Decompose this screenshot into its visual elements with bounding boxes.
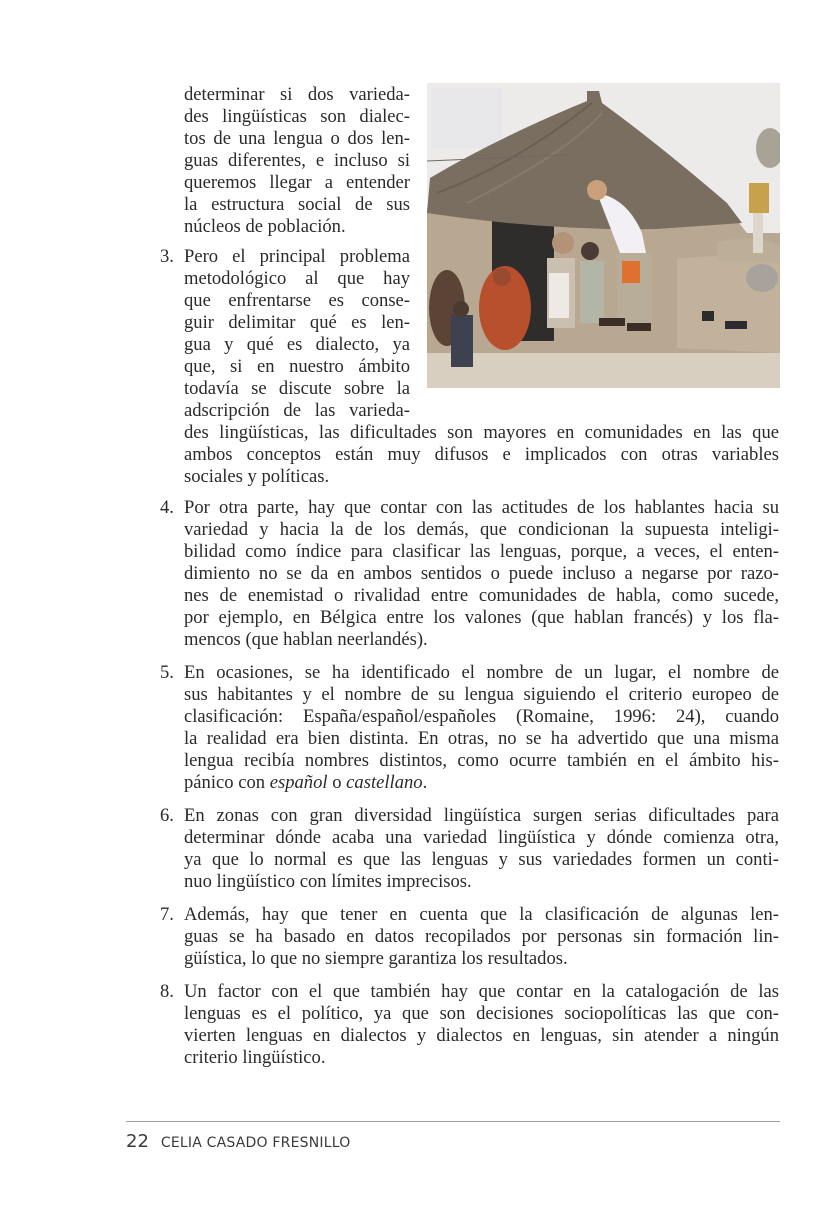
text-line: todavía se discute sobre la xyxy=(184,378,410,399)
text-line: guir delimitar qué es len- xyxy=(184,312,410,333)
text-run: o xyxy=(327,772,347,793)
list-item-7 xyxy=(184,904,779,970)
italic-term-castellano: castellano xyxy=(346,772,423,793)
list-number: 6. xyxy=(160,805,174,826)
text-line: sus habitantes y el nombre de su lengua siguiendo el criterio europeo de xyxy=(184,684,779,705)
text-line: la estructura social de sus xyxy=(184,194,410,215)
list-item-6 xyxy=(184,805,779,893)
italic-term-espanol: español xyxy=(269,772,328,793)
text-run: . xyxy=(422,772,428,793)
text-line: nes de enemistad o rivalidad entre comunidades de habla, como sucede, xyxy=(184,585,779,606)
text-line: tos de una lengua o dos len- xyxy=(184,128,410,149)
text-line: que, si en nuestro ámbito xyxy=(184,356,410,377)
text-line: vierten lenguas en dialectos y dialectos en lenguas, sin atender a ningún xyxy=(184,1025,779,1046)
text-run: pánico con xyxy=(184,772,270,793)
hut-photo-image xyxy=(427,83,780,388)
footer-divider xyxy=(126,1121,780,1122)
text-line: Por otra parte, hay que contar con las actitudes de los hablantes hacia su xyxy=(184,497,779,518)
hut-photograph xyxy=(427,83,780,388)
text-line: la realidad era bien distinta. En otras, no se ha advertido que una misma xyxy=(184,728,779,749)
text-line: ambos conceptos están muy difusos e implicados con otras variables xyxy=(184,444,779,465)
text-line: adscripción de las varieda- xyxy=(184,400,410,421)
text-line: sociales y políticas. xyxy=(184,466,330,487)
text-line: lenguas es el político, ya que son decisiones sociopolíticas las que con- xyxy=(184,1003,779,1024)
text-line: des lingüísticas, las dificultades son mayores en comunidades en las que xyxy=(184,422,779,443)
list-number: 5. xyxy=(160,662,174,683)
text-line: En ocasiones, se ha identificado el nombre de un lugar, el nombre de xyxy=(184,662,779,683)
page-footer xyxy=(126,1131,350,1152)
text-line: determinar si dos varieda- xyxy=(184,84,410,105)
text-line: queremos llegar a entender xyxy=(184,172,410,193)
list-number: 8. xyxy=(160,981,174,1002)
list-item-3-narrow xyxy=(184,246,410,422)
text-line: nuo lingüístico con límites imprecisos. xyxy=(184,871,472,892)
text-line: criterio lingüístico. xyxy=(184,1047,326,1068)
paragraph-continuation xyxy=(184,84,410,238)
text-line: clasificación: España/español/españoles (Romaine, 1996: 24), cuando xyxy=(184,706,779,727)
text-line: lengua recibía nombres distintos, como ocurre también en el ámbito his- xyxy=(184,750,779,771)
author-name: CELIA CASADO FRESNILLO xyxy=(160,1135,351,1151)
list-number: 4. xyxy=(160,497,174,518)
text-line: metodológico al que hay xyxy=(184,268,410,289)
text-line: güística, lo que no siempre garantiza los resultados. xyxy=(184,948,568,969)
text-line: bilidad como índice para clasificar las lenguas, porque, a veces, el enten- xyxy=(184,541,779,562)
list-number: 3. xyxy=(160,246,174,267)
text-line: guas diferentes, e incluso si xyxy=(184,150,410,171)
text-line: gua y qué es dialecto, ya xyxy=(184,334,410,355)
list-item-8 xyxy=(184,981,779,1069)
text-line: guas se ha basado en datos recopilados por personas sin formación lin- xyxy=(184,926,779,947)
text-line: Además, hay que tener en cuenta que la clasificación de algunas len- xyxy=(184,904,779,925)
text-line: por ejemplo, en Bélgica entre los valones (que hablan francés) y los fla- xyxy=(184,607,779,628)
text-line: dimiento no se da en ambos sentidos o puede incluso a negarse por razo- xyxy=(184,563,779,584)
text-line: des lingüísticas son dialec- xyxy=(184,106,410,127)
text-line: En zonas con gran diversidad lingüística surgen serias dificultades para xyxy=(184,805,779,826)
list-item-5 xyxy=(184,662,779,794)
list-item-3-wide xyxy=(184,422,779,488)
list-number: 7. xyxy=(160,904,174,925)
text-line: mencos (que hablan neerlandés). xyxy=(184,629,428,650)
text-line: determinar dónde acaba una variedad lingüística y dónde comienza otra, xyxy=(184,827,779,848)
text-line xyxy=(184,772,779,794)
list-item-4 xyxy=(184,497,779,651)
text-line: Pero el principal problema xyxy=(184,246,410,267)
text-line: Un factor con el que también hay que contar en la catalogación de las xyxy=(184,981,779,1002)
text-line: ya que lo normal es que las lenguas y sus variedades formen un conti- xyxy=(184,849,779,870)
text-line: núcleos de población. xyxy=(184,216,346,237)
page-number: 22 xyxy=(126,1131,149,1152)
text-line: que enfrentarse es conse- xyxy=(184,290,410,311)
text-line: variedad y hacia la de los demás, que condicionan la supuesta inteligi- xyxy=(184,519,779,540)
